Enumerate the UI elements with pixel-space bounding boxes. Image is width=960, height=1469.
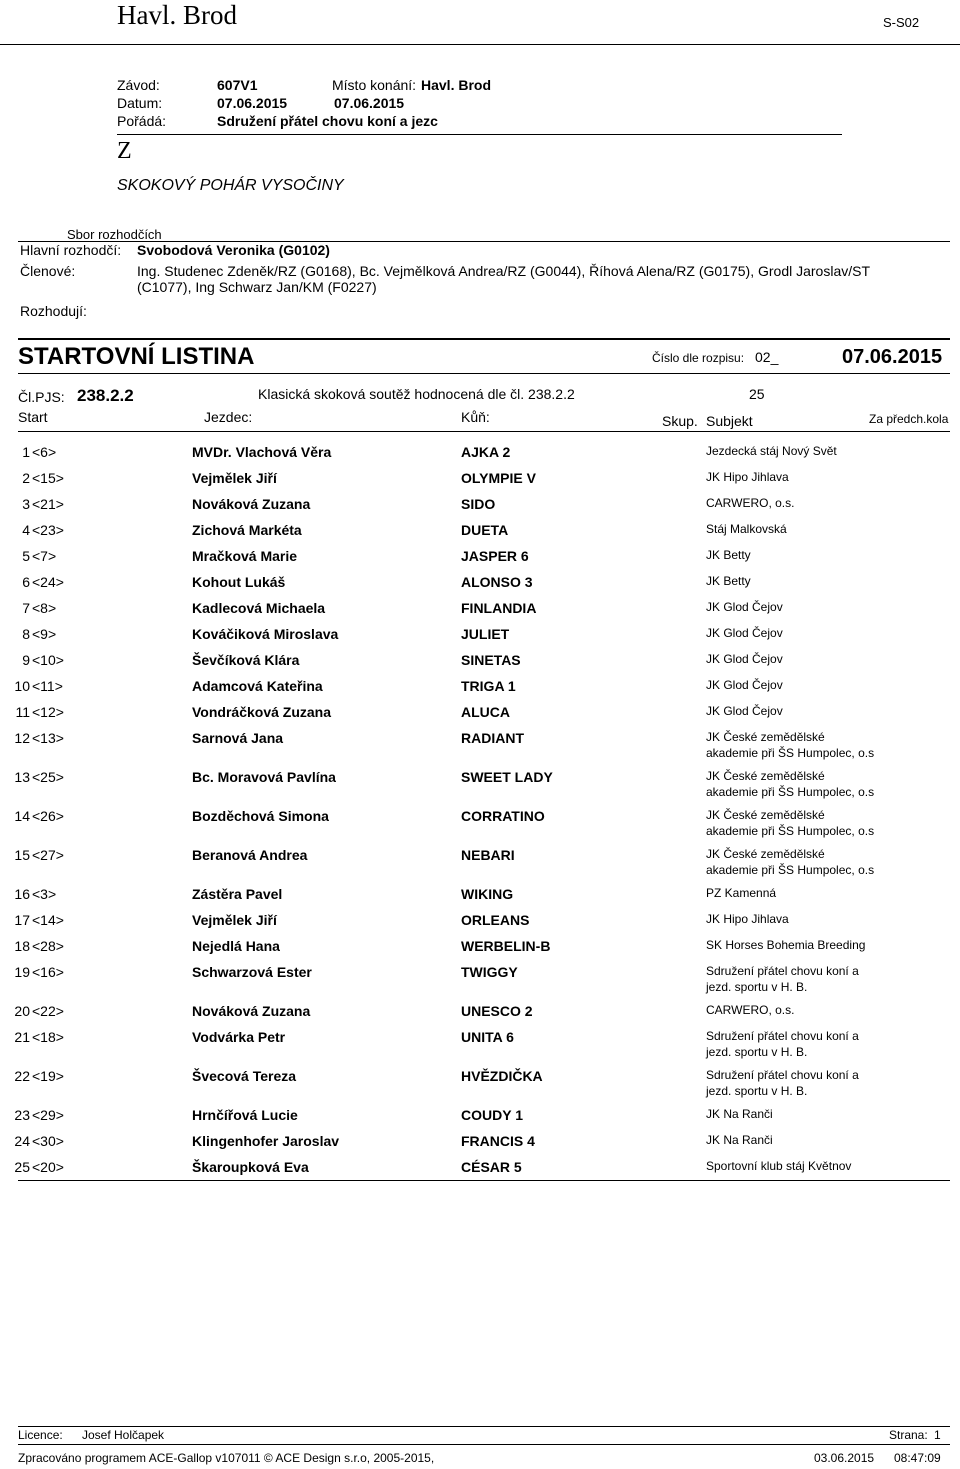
datum-from: 07.06.2015 bbox=[217, 95, 288, 111]
entry-club-line2: akademie při ŠS Humpolec, o.s bbox=[706, 863, 875, 877]
pjs-label: Čl.PJS: bbox=[18, 389, 65, 405]
entry-order: <23> bbox=[32, 522, 64, 538]
entry-order: <18> bbox=[32, 1029, 64, 1045]
entry-number: 18 bbox=[14, 938, 30, 954]
entry-number: 20 bbox=[14, 1003, 30, 1019]
entry-horse: COUDY 1 bbox=[461, 1107, 523, 1123]
title-bottom-rule bbox=[18, 373, 950, 374]
entry-order: <15> bbox=[32, 470, 64, 486]
entry-rider: MVDr. Vlachová Věra bbox=[192, 444, 332, 460]
entry-club: Sdružení přátel chovu koní a bbox=[706, 964, 859, 978]
entry-club: JK Glod Čejov bbox=[706, 652, 783, 666]
pjs-value: 238.2.2 bbox=[77, 386, 134, 405]
entry-horse: SINETAS bbox=[461, 652, 521, 668]
entry-rider: Zichová Markéta bbox=[192, 522, 302, 538]
entry-number: 21 bbox=[14, 1029, 30, 1045]
entry-rider: Kadlecová Michaela bbox=[192, 600, 326, 616]
entry-number: 19 bbox=[14, 964, 30, 980]
entry-club: Sportovní klub stáj Květnov bbox=[706, 1159, 852, 1173]
entry-rider: Hrnčířová Lucie bbox=[192, 1107, 298, 1123]
entry-horse: SIDO bbox=[461, 496, 496, 512]
entry-rider: Vejmělek Jiří bbox=[192, 912, 277, 928]
entry-number: 10 bbox=[14, 678, 30, 694]
col-horse: Kůň: bbox=[461, 409, 490, 425]
decide-label: Rozhodují: bbox=[20, 303, 87, 319]
entry-rider: Švecová Tereza bbox=[192, 1068, 297, 1084]
entry-order: <25> bbox=[32, 769, 64, 785]
entry-horse: JASPER 6 bbox=[461, 548, 529, 564]
entry-horse: CÉSAR 5 bbox=[461, 1159, 522, 1175]
entry-order: <28> bbox=[32, 938, 64, 954]
entry-rider: Kováčiková Miroslava bbox=[192, 626, 339, 642]
chief-value: Svobodová Veronika (G0102) bbox=[137, 242, 330, 258]
entry-club-line2: akademie při ŠS Humpolec, o.s bbox=[706, 785, 875, 799]
entry-order: <27> bbox=[32, 847, 64, 863]
entry-club: JK Hipo Jihlava bbox=[706, 470, 789, 484]
col-start: Start bbox=[18, 409, 48, 425]
entry-club: SK Horses Bohemia Breeding bbox=[706, 938, 866, 952]
entry-rider: Nováková Zuzana bbox=[192, 1003, 311, 1019]
entry-horse: TRIGA 1 bbox=[461, 678, 516, 694]
entry-club: PZ Kamenná bbox=[706, 886, 777, 900]
entry-rider: Škaroupková Eva bbox=[192, 1159, 309, 1175]
entry-club: JK Glod Čejov bbox=[706, 626, 783, 640]
entry-rider: Vejmělek Jiří bbox=[192, 470, 277, 486]
datum-label: Datum: bbox=[117, 95, 163, 111]
entry-horse: ORLEANS bbox=[461, 912, 530, 928]
entry-club: JK Glod Čejov bbox=[706, 704, 783, 718]
entry-order: <10> bbox=[32, 652, 64, 668]
entry-club: JK České zemědělské bbox=[706, 847, 825, 861]
zavod-value: 607V1 bbox=[217, 77, 258, 93]
chief-label: Hlavní rozhodčí: bbox=[20, 242, 122, 258]
page-label: Strana: bbox=[889, 1428, 928, 1442]
members-label: Členové: bbox=[20, 263, 76, 279]
entry-number: 6 bbox=[22, 574, 30, 590]
footer-mid-rule bbox=[18, 1444, 950, 1445]
entry-order: <26> bbox=[32, 808, 64, 824]
entry-rider: Schwarzová Ester bbox=[192, 964, 312, 980]
entry-rider: Vodvárka Petr bbox=[192, 1029, 286, 1045]
print-date: 03.06.2015 bbox=[814, 1451, 875, 1465]
entry-horse: WIKING bbox=[461, 886, 514, 902]
entry-club: JK Na Ranči bbox=[706, 1107, 773, 1121]
entry-number: 9 bbox=[22, 652, 30, 668]
list-title: STARTOVNÍ LISTINA bbox=[18, 343, 255, 370]
entry-order: <9> bbox=[32, 626, 57, 642]
entry-number: 7 bbox=[22, 600, 30, 616]
entry-horse: HVĚZDIČKA bbox=[461, 1068, 543, 1084]
entry-club: JK České zemědělské bbox=[706, 808, 825, 822]
entry-club: JK Na Ranči bbox=[706, 1133, 773, 1147]
entry-number: 1 bbox=[22, 444, 30, 460]
entry-rider: Kohout Lukáš bbox=[192, 574, 286, 590]
entry-horse: FINLANDIA bbox=[461, 600, 537, 616]
page-value: 1 bbox=[934, 1428, 941, 1442]
entry-number: 12 bbox=[14, 730, 30, 746]
entry-order: <8> bbox=[32, 600, 57, 616]
entry-horse: UNESCO 2 bbox=[461, 1003, 533, 1019]
entry-horse: ALUCA bbox=[461, 704, 510, 720]
entry-club-line2: jezd. sportu v H. B. bbox=[706, 1084, 808, 1098]
entry-number: 16 bbox=[14, 886, 30, 902]
document-code: S-S02 bbox=[883, 15, 920, 30]
entry-horse: JULIET bbox=[461, 626, 510, 642]
cislo-label: Číslo dle rozpisu: bbox=[652, 351, 745, 365]
entry-horse: CORRATINO bbox=[461, 808, 545, 824]
entry-club: JK České zemědělské bbox=[706, 769, 825, 783]
entry-rider: Bozděchová Simona bbox=[192, 808, 329, 824]
entry-number: 13 bbox=[14, 769, 30, 785]
entry-number: 15 bbox=[14, 847, 30, 863]
entry-order: <20> bbox=[32, 1159, 64, 1175]
entry-rider: Klingenhofer Jaroslav bbox=[192, 1133, 340, 1149]
licence-value: Josef Holčapek bbox=[82, 1428, 165, 1442]
jury-section-label: Sbor rozhodčích bbox=[67, 227, 162, 242]
competition-name: SKOKOVÝ POHÁR VYSOČINY bbox=[117, 177, 344, 194]
entry-order: <22> bbox=[32, 1003, 64, 1019]
competition-description: Klasická skoková soutěž hodnocená dle čl. 238.2.2 bbox=[258, 386, 575, 402]
entry-order: <24> bbox=[32, 574, 64, 590]
entry-order: <16> bbox=[32, 964, 64, 980]
entry-club-line2: jezd. sportu v H. B. bbox=[706, 1045, 808, 1059]
entry-number: 11 bbox=[15, 704, 30, 720]
col-prev-round: Za předch.kola bbox=[869, 412, 949, 426]
entry-rider: Nejedlá Hana bbox=[192, 938, 280, 954]
entry-order: <19> bbox=[32, 1068, 64, 1084]
entry-horse: TWIGGY bbox=[461, 964, 518, 980]
entry-club: JK Betty bbox=[706, 574, 751, 588]
entry-club: JK Glod Čejov bbox=[706, 600, 783, 614]
software-credit: Zpracováno programem ACE-Gallop v107011 © ACE Design s.r.o, 2005-2015, bbox=[18, 1451, 435, 1465]
entry-number: 22 bbox=[14, 1068, 30, 1084]
col-subject: Subjekt bbox=[706, 413, 753, 429]
misto-label: Místo konání: bbox=[332, 77, 417, 93]
members-line2: (C1077), Ing Schwarz Jan/KM (F0227) bbox=[137, 279, 377, 295]
entry-club: Jezdecká stáj Nový Svět bbox=[706, 444, 837, 458]
entry-number: 24 bbox=[14, 1133, 30, 1149]
entry-rider: Bc. Moravová Pavlína bbox=[192, 769, 336, 785]
licence-label: Licence: bbox=[18, 1428, 63, 1442]
list-end-rule bbox=[18, 1180, 950, 1181]
print-time: 08:47:09 bbox=[894, 1451, 941, 1465]
porada-value: Sdružení přátel chovu koní a jezc bbox=[217, 113, 438, 129]
entry-number: 25 bbox=[14, 1159, 30, 1175]
entry-order: <3> bbox=[32, 886, 57, 902]
entry-order: <11> bbox=[32, 678, 63, 694]
entry-club-line2: akademie při ŠS Humpolec, o.s bbox=[706, 824, 875, 838]
entry-order: <30> bbox=[32, 1133, 64, 1149]
entry-horse: ALONSO 3 bbox=[461, 574, 533, 590]
list-date: 07.06.2015 bbox=[842, 346, 943, 368]
entry-club: JK Glod Čejov bbox=[706, 678, 783, 692]
entry-club: Sdružení přátel chovu koní a bbox=[706, 1029, 859, 1043]
entry-horse: UNITA 6 bbox=[461, 1029, 514, 1045]
entry-horse: NEBARI bbox=[461, 847, 515, 863]
entry-order: <13> bbox=[32, 730, 64, 746]
entry-order: <29> bbox=[32, 1107, 64, 1123]
entry-order: <7> bbox=[32, 548, 57, 564]
zavod-label: Závod: bbox=[117, 77, 160, 93]
entry-order: <14> bbox=[32, 912, 64, 928]
entry-rider: Beranová Andrea bbox=[192, 847, 308, 863]
entry-horse: SWEET LADY bbox=[461, 769, 553, 785]
porada-label: Pořádá: bbox=[117, 113, 167, 129]
entry-number: 23 bbox=[14, 1107, 30, 1123]
datum-to: 07.06.2015 bbox=[334, 95, 405, 111]
entry-club: JK Betty bbox=[706, 548, 751, 562]
entry-horse: OLYMPIE V bbox=[461, 470, 536, 486]
entry-number: 5 bbox=[22, 548, 30, 564]
entry-rider: Sarnová Jana bbox=[192, 730, 284, 746]
misto-value: Havl. Brod bbox=[421, 77, 492, 93]
entry-horse: FRANCIS 4 bbox=[461, 1133, 535, 1149]
entry-club-line2: jezd. sportu v H. B. bbox=[706, 980, 808, 994]
entry-number: 17 bbox=[14, 912, 30, 928]
z-letter: Z bbox=[117, 138, 132, 164]
entry-horse: WERBELIN-B bbox=[461, 938, 551, 954]
entry-number: 14 bbox=[14, 808, 30, 824]
entry-club-line2: akademie při ŠS Humpolec, o.s bbox=[706, 746, 875, 760]
entry-rider: Nováková Zuzana bbox=[192, 496, 311, 512]
entry-number: 2 bbox=[22, 470, 30, 486]
entry-club: CARWERO, o.s. bbox=[706, 1003, 795, 1017]
members-line1: Ing. Studenec Zdeněk/RZ (G0168), Bc. Vejmělková Andrea/RZ (G0044), Říhová Alena/RZ (G0175), Grodl Jaroslav/ST bbox=[137, 263, 871, 279]
footer-rule bbox=[18, 1426, 950, 1427]
entry-club: JK Hipo Jihlava bbox=[706, 912, 789, 926]
entry-count: 25 bbox=[749, 386, 765, 402]
entry-club: Stáj Malkovská bbox=[706, 522, 787, 536]
entry-rider: Vondráčková Zuzana bbox=[192, 704, 332, 720]
col-rider: Jezdec: bbox=[204, 409, 253, 425]
entry-club: Sdružení přátel chovu koní a bbox=[706, 1068, 859, 1082]
entry-rider: Zástěra Pavel bbox=[192, 886, 283, 902]
entry-horse: RADIANT bbox=[461, 730, 524, 746]
title-rule bbox=[18, 338, 950, 340]
entry-horse: DUETA bbox=[461, 522, 509, 538]
columns-rule bbox=[18, 431, 950, 432]
entry-number: 8 bbox=[22, 626, 30, 642]
entry-order: <6> bbox=[32, 444, 57, 460]
entry-rider: Adamcová Kateřina bbox=[192, 678, 323, 694]
page-title: Havl. Brod bbox=[117, 0, 237, 30]
entry-horse: AJKA 2 bbox=[461, 444, 511, 460]
entry-club: JK České zemědělské bbox=[706, 730, 825, 744]
header-rule bbox=[0, 44, 960, 45]
entry-rider: Mračková Marie bbox=[192, 548, 298, 564]
entry-number: 3 bbox=[22, 496, 30, 512]
col-group: Skup. bbox=[662, 413, 698, 429]
cislo-value: 02_ bbox=[755, 349, 779, 365]
event-rule bbox=[117, 134, 842, 135]
entry-number: 4 bbox=[22, 522, 30, 538]
entry-club: CARWERO, o.s. bbox=[706, 496, 795, 510]
entry-order: <21> bbox=[32, 496, 64, 512]
entry-rider: Ševčíková Klára bbox=[192, 652, 300, 668]
entry-order: <12> bbox=[32, 704, 64, 720]
